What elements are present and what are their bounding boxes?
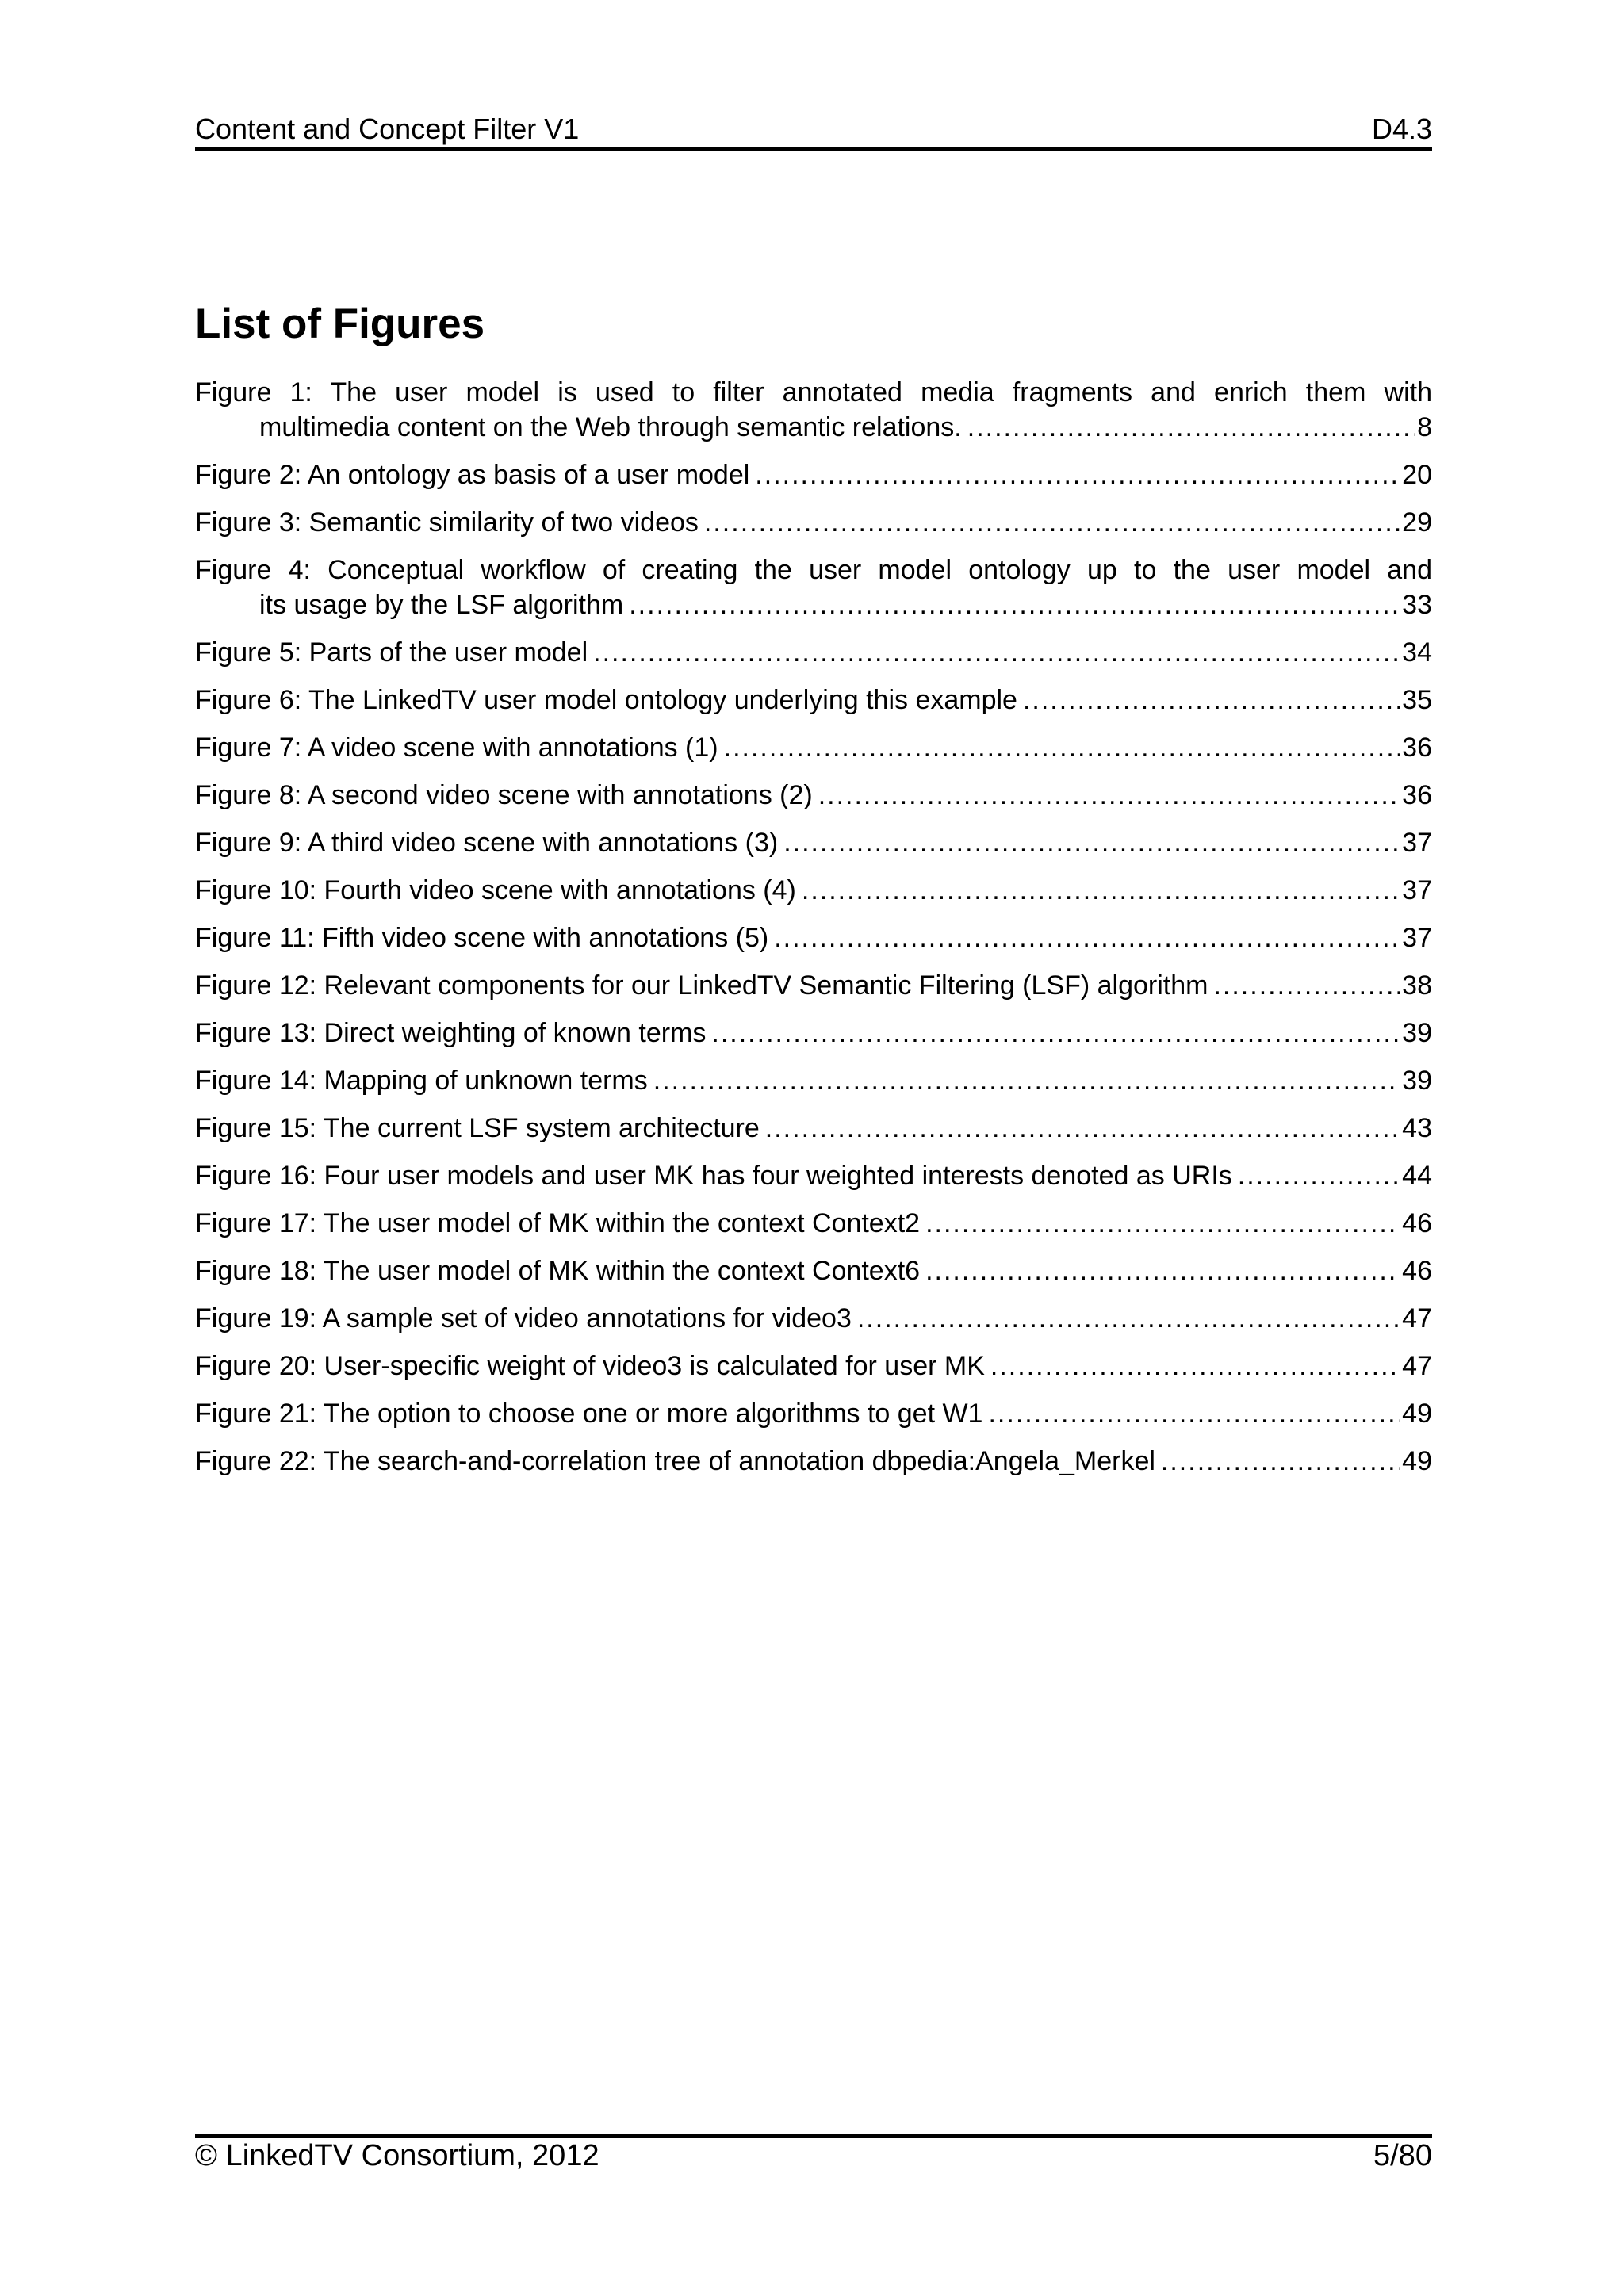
figure-entry-leader-line [195,1444,1432,1479]
dot-leader [925,1206,1400,1241]
figure-entry-text: Figure 9: A third video scene with annotations (3) [195,828,779,858]
figure-entry-text: Figure 15: The current LSF system architecture [195,1113,760,1143]
figure-entry-leader-line [195,457,1432,492]
figure-entry [195,457,1432,492]
figure-entry-leader-line [195,1111,1432,1146]
figure-entry-text: Figure 7: A video scene with annotations (1) [195,733,718,763]
dot-leader [857,1301,1400,1336]
figure-entry [195,1444,1432,1479]
figure-entry-leader-line [195,505,1432,540]
figure-entry-text: Figure 2: An ontology as basis of a user model [195,460,750,490]
dot-leader [774,920,1400,955]
figure-entry [195,1111,1432,1146]
figure-page-number: 8 [1417,412,1432,442]
dot-leader [755,457,1400,492]
dot-leader [1161,1444,1400,1479]
figure-entry-leader-line [195,1253,1432,1288]
figure-entry-leader-line [195,1396,1432,1431]
figure-entry [195,778,1432,813]
figure-entry-text: Figure 20: User-specific weight of video3 is calculated for user MK [195,1351,985,1381]
dot-leader [1213,968,1400,1003]
figure-entry-text: Figure 22: The search-and-correlation tree of annotation dbpedia:Angela_Merkel [195,1446,1155,1476]
dot-leader [629,587,1400,622]
dot-leader [593,635,1400,670]
figure-entry [195,1396,1432,1431]
figure-entry-leader-line [195,1063,1432,1098]
figure-entry-text-line1: Figure 4: Conceptual workflow of creating the user model ontology up to the user model and [195,555,1432,585]
figure-entry-text: Figure 14: Mapping of unknown terms [195,1066,648,1096]
figure-page-number: 44 [1402,1161,1432,1191]
figure-entry [195,1016,1432,1050]
page-header [195,113,1432,151]
figure-page-number: 47 [1402,1303,1432,1334]
dot-leader [818,778,1400,813]
figure-entry [195,635,1432,670]
figure-entry-text: Figure 12: Relevant components for our LinkedTV Semantic Filtering (LSF) algorithm [195,970,1208,1001]
dot-leader [1023,683,1400,718]
page-title: List of Figures [195,300,485,347]
figure-page-number: 37 [1402,875,1432,905]
figure-entry [195,920,1432,955]
figure-entry-leader-line [195,1349,1432,1383]
figure-page-number: 43 [1402,1113,1432,1143]
figure-entry-leader-line [195,873,1432,908]
figure-entry [195,730,1432,765]
dot-leader [765,1111,1400,1146]
figure-entry-text: Figure 17: The user model of MK within the context Context2 [195,1208,921,1238]
figure-entry-text: Figure 21: The option to choose one or more algorithms to get W1 [195,1399,983,1429]
dot-leader [990,1349,1400,1383]
figure-entry [195,553,1432,622]
figure-entry-leader-line [195,587,1432,622]
figure-page-number: 49 [1402,1446,1432,1476]
figure-page-number: 34 [1402,637,1432,668]
figure-entry-leader-line [195,920,1432,955]
figure-entry [195,825,1432,860]
dot-leader [967,410,1415,445]
dot-leader [653,1063,1400,1098]
figure-entry [195,968,1432,1003]
figure-page-number: 20 [1402,460,1432,490]
figure-entry-leader-line [195,1016,1432,1050]
page-footer [195,2134,1432,2172]
figure-entry [195,1253,1432,1288]
figure-entry [195,1158,1432,1193]
figure-entry-leader-line [195,635,1432,670]
figure-entry-text: Figure 18: The user model of MK within the context Context6 [195,1256,921,1286]
header-deliverable-number: D4.3 [1371,113,1432,145]
figure-entry-text-line1: Figure 1: The user model is used to filter annotated media fragments and enrich them with [195,377,1432,408]
dot-leader [925,1253,1400,1288]
figure-page-number: 49 [1402,1399,1432,1429]
figure-entry-leader-line [195,683,1432,718]
figure-page-number: 37 [1402,923,1432,953]
figure-entry-text: Figure 13: Direct weighting of known terms [195,1018,707,1048]
figure-entry [195,1063,1432,1098]
footer-copyright: © LinkedTV Consortium, 2012 [195,2139,599,2172]
figure-entry [195,505,1432,540]
figure-entry-text: Figure 5: Parts of the user model [195,637,588,668]
figure-page-number: 46 [1402,1208,1432,1238]
figure-entry-leader-line [195,968,1432,1003]
footer-page-number: 5/80 [1373,2139,1432,2172]
figure-entry-leader-line [195,730,1432,765]
figure-page-number: 39 [1402,1018,1432,1048]
figure-page-number: 35 [1402,685,1432,715]
figure-entry [195,1206,1432,1241]
figure-list [195,375,1432,1479]
figure-entry-text-line2: multimedia content on the Web through semantic relations. [259,412,962,442]
figure-entry-text: Figure 3: Semantic similarity of two videos [195,507,699,538]
dot-leader [711,1016,1400,1050]
figure-entry-text: Figure 16: Four user models and user MK has four weighted interests denoted as URIs [195,1161,1232,1191]
figure-entry [195,873,1432,908]
dot-leader [1238,1158,1400,1193]
figure-page-number: 29 [1402,507,1432,538]
figure-entry [195,683,1432,718]
figure-entry-leader-line [195,1158,1432,1193]
figure-page-number: 36 [1402,733,1432,763]
dot-leader [783,825,1400,860]
figure-entry-text: Figure 8: A second video scene with annotations (2) [195,780,813,810]
figure-entry [195,1349,1432,1383]
dot-leader [724,730,1400,765]
figure-entry-text: Figure 10: Fourth video scene with annotations (4) [195,875,796,905]
figure-entry [195,375,1432,445]
figure-page-number: 47 [1402,1351,1432,1381]
figure-page-number: 37 [1402,828,1432,858]
header-document-title: Content and Concept Filter V1 [195,113,580,145]
figure-entry-text: Figure 11: Fifth video scene with annotations (5) [195,923,769,953]
figure-entry-leader-line [195,778,1432,813]
figure-entry-leader-line [195,825,1432,860]
figure-entry-text: Figure 6: The LinkedTV user model ontology underlying this example [195,685,1017,715]
figure-entry-leader-line [195,1206,1432,1241]
dot-leader [802,873,1400,908]
figure-page-number: 36 [1402,780,1432,810]
figure-page-number: 39 [1402,1066,1432,1096]
figure-entry [195,1301,1432,1336]
figure-page-number: 38 [1402,970,1432,1001]
dot-leader [988,1396,1400,1431]
figure-entry-text-line2: its usage by the LSF algorithm [259,590,624,620]
figure-entry-text: Figure 19: A sample set of video annotations for video3 [195,1303,852,1334]
figure-page-number: 46 [1402,1256,1432,1286]
figure-page-number: 33 [1402,590,1432,620]
dot-leader [704,505,1400,540]
figure-entry-leader-line [195,410,1432,445]
figure-entry-leader-line [195,1301,1432,1336]
page-content [195,302,1432,1491]
